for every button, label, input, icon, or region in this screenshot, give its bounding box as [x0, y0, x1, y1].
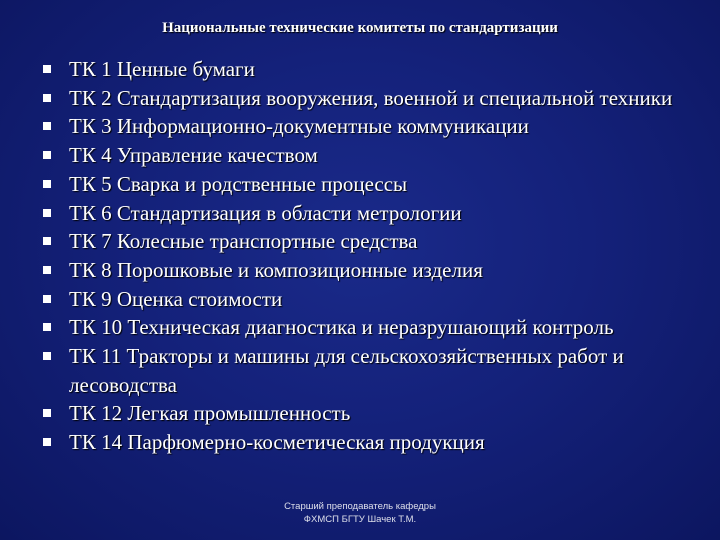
list-item-text: ТК 14 Парфюмерно-косметическая продукция [69, 430, 485, 455]
list-item [0, 55, 720, 84]
list-item [0, 141, 720, 170]
list-item-text: ТК 3 Информационно-документные коммуникации [69, 114, 529, 139]
list-item-text: ТК 8 Порошковые и композиционные изделия [69, 257, 483, 282]
list-item [0, 342, 720, 399]
list-item [0, 285, 720, 314]
square-bullet-icon [43, 94, 51, 102]
list-item-text: ТК 11 Тракторы и машины для сельскохозяйственных работ и лесоводства [69, 344, 624, 397]
list-item [0, 112, 720, 141]
committee-list [0, 55, 720, 457]
square-bullet-icon [43, 266, 51, 274]
square-bullet-icon [43, 65, 51, 73]
list-item [0, 428, 720, 457]
square-bullet-icon [43, 151, 51, 159]
list-item-text: ТК 4 Управление качеством [69, 143, 318, 168]
square-bullet-icon [43, 209, 51, 217]
footer-author-name: ФХМСП БГТУ Шачек Т.М. [303, 514, 417, 525]
square-bullet-icon [43, 352, 51, 360]
list-item-text: ТК 10 Техническая диагностика и неразрушающий контроль [69, 315, 614, 340]
list-item-text: ТК 9 Оценка стоимости [69, 286, 283, 311]
slide-footer [200, 500, 520, 526]
list-item-text: ТК 5 Сварка и родственные процессы [69, 171, 408, 196]
list-item [0, 84, 720, 113]
square-bullet-icon [43, 180, 51, 188]
list-item [0, 256, 720, 285]
square-bullet-icon [43, 409, 51, 417]
list-item-text: ТК 12 Легкая промышленность [69, 401, 351, 426]
square-bullet-icon [43, 438, 51, 446]
slide-title: Национальные технические комитеты по стандартизации [162, 20, 558, 36]
square-bullet-icon [43, 122, 51, 130]
list-item [0, 399, 720, 428]
list-item [0, 313, 720, 342]
list-item [0, 170, 720, 199]
list-item-text: ТК 7 Колесные транспортные средства [69, 229, 418, 254]
square-bullet-icon [43, 237, 51, 245]
list-item-text: ТК 1 Ценные бумаги [69, 57, 255, 81]
list-item [0, 199, 720, 228]
footer-author-position: Старший преподаватель кафедры [284, 501, 436, 512]
list-item-text: ТК 2 Стандартизация вооружения, военной и специальной техники [69, 85, 673, 110]
list-item [0, 227, 720, 256]
square-bullet-icon [43, 295, 51, 303]
square-bullet-icon [43, 323, 51, 331]
list-item-text: ТК 6 Стандартизация в области метрологии [69, 200, 462, 225]
